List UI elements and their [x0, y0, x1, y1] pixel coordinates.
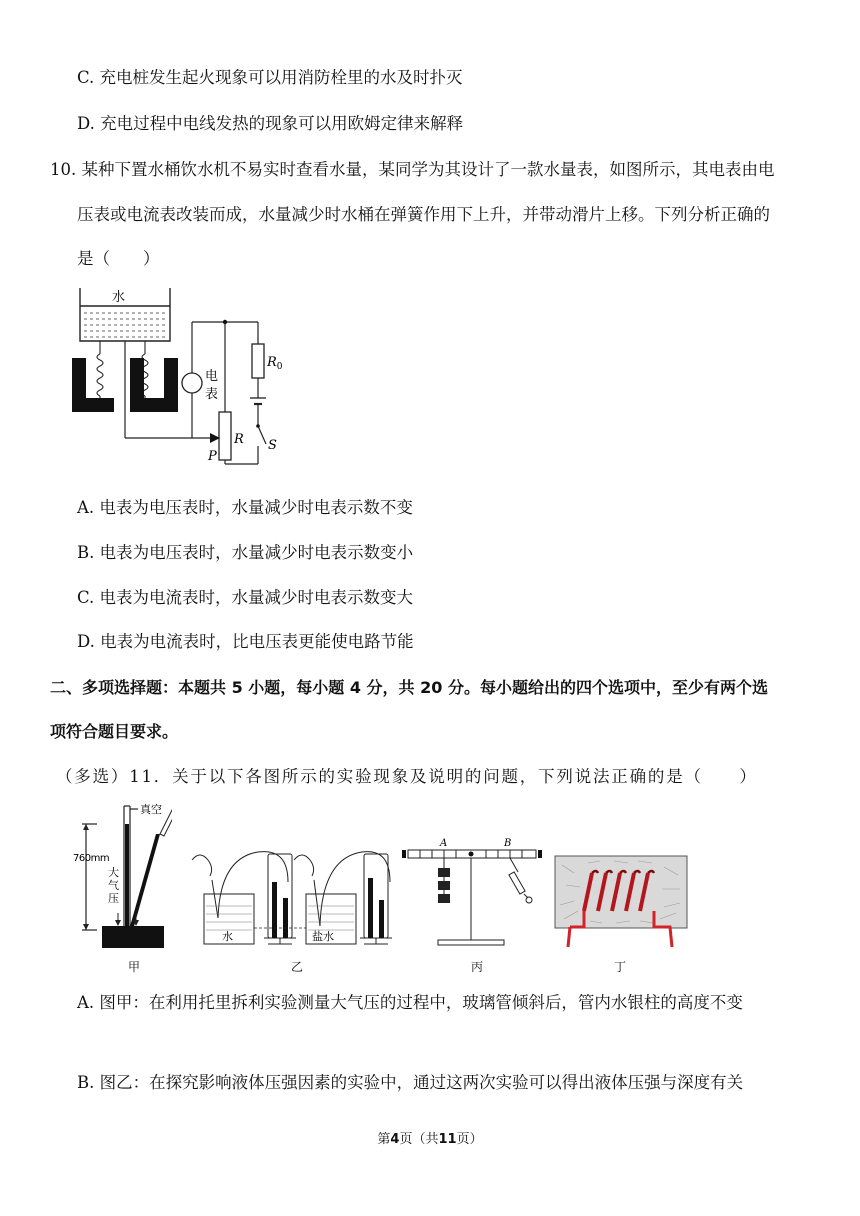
air-pressure-label-1: 大	[108, 866, 119, 879]
caption-bing: 丙	[471, 960, 484, 974]
q11-option-b: B. 图乙：在探究影响液体压强因素的实验中，通过这两次实验可以得出液体压强与深度有关	[77, 1073, 744, 1092]
weight-3	[438, 894, 450, 903]
left-support	[72, 358, 114, 412]
caption-ding: 丁	[614, 960, 627, 974]
vacuum-label: 真空	[140, 803, 162, 816]
q10-option-b: B. 电表为电压表时，水量减少时电表示数变小	[77, 543, 414, 562]
tube-left	[218, 852, 288, 918]
mercury-column-tilted	[129, 834, 160, 930]
slider-label: P	[208, 449, 217, 464]
air-pressure-label-2: 气	[108, 879, 119, 892]
figure-bing-lever	[398, 836, 546, 956]
hand-left	[192, 855, 212, 876]
figure-jia-torricelli	[72, 796, 172, 956]
weight-2	[438, 881, 450, 890]
water-label-yi: 水	[222, 930, 233, 943]
rheostat	[219, 412, 231, 460]
u-tube-left	[268, 854, 292, 938]
mercury-column-vertical	[125, 824, 129, 930]
stand-base	[438, 940, 504, 945]
iron-filings-board	[555, 856, 687, 928]
figure-yi-liquid-pressure	[188, 838, 398, 954]
q11-stem: （多选）11．关于以下各图所示的实验现象及说明的问题，下列说法正确的是（ ）	[56, 767, 758, 786]
switch-blade	[258, 426, 266, 444]
u-tube-left-liquid-a	[272, 882, 277, 938]
section-2-header-line2: 项符合题目要求。	[50, 722, 179, 741]
meter-label-1: 电	[205, 369, 219, 384]
q10-stem-line3: 是（ ）	[77, 249, 160, 268]
q10-option-c: C. 电表为电流表时，水量减少时电表示数变大	[77, 588, 414, 607]
caption-jia: 甲	[128, 960, 141, 974]
right-support	[130, 358, 178, 412]
r0-resistor	[252, 344, 264, 378]
current-page-number: 4	[390, 1132, 400, 1147]
q9-option-c: C. 充电桩发生起火现象可以用消防栓里的水及时扑灭	[77, 68, 463, 87]
fulcrum	[469, 852, 474, 857]
meter-icon	[182, 373, 202, 393]
r0-label: $R_0$	[267, 355, 283, 372]
point-b-label: B	[504, 838, 512, 849]
page-footer	[0, 1128, 860, 1147]
hand-right	[294, 855, 314, 876]
u-tube-left-liquid-b	[283, 898, 288, 938]
spring-scale	[509, 872, 525, 894]
q11-option-a: A. 图甲：在利用托里拆利实验测量大气压的过程中，玻璃管倾斜后，管内水银柱的高度不变	[77, 993, 743, 1012]
saltwater-label: 盐水	[312, 930, 334, 943]
footer-middle: 页（共	[399, 1132, 439, 1147]
q9-option-d: D. 充电过程中电线发热的现象可以用欧姆定律来解释	[77, 114, 464, 133]
q10-stem-line2: 压表或电流表改装而成，水量减少时水桶在弹簧作用下上升，并带动滑片上移。下列分析正确的	[77, 205, 770, 224]
meter-label-2: 表	[205, 387, 219, 402]
q10-option-a: A. 电表为电压表时，水量减少时电表示数不变	[77, 498, 413, 517]
figure-ding-solenoid	[554, 855, 688, 955]
q10-circuit-figure	[70, 286, 285, 468]
section-2-header-line1: 二、多项选择题：本题共 5 小题，每小题 4 分，共 20 分。每小题给出的四个选项中，至少有两个选	[50, 678, 768, 697]
caption-yi: 乙	[291, 960, 304, 974]
u-tube-right-liquid-b	[379, 900, 384, 938]
switch-label: S	[268, 438, 277, 453]
rheostat-label: R	[234, 432, 244, 447]
height-label: 760mm	[73, 853, 110, 864]
q10-option-d: D. 电表为电流表时，比电压表更能使电路节能	[77, 632, 414, 651]
total-pages: 11	[438, 1132, 457, 1147]
water-label: 水	[112, 290, 126, 305]
air-pressure-label-3: 压	[108, 892, 119, 905]
footer-prefix: 第	[377, 1132, 391, 1147]
u-tube-right	[364, 854, 388, 938]
weight-1	[438, 868, 450, 877]
point-a-label: A	[440, 838, 448, 849]
q10-stem-line1: 10. 某种下置水桶饮水机不易实时查看水量，某同学为其设计了一款水量表，如图所示，其电表由电	[50, 160, 775, 179]
mercury-trough	[102, 926, 164, 948]
u-tube-right-liquid-a	[368, 878, 373, 938]
footer-suffix: 页）	[456, 1132, 483, 1147]
